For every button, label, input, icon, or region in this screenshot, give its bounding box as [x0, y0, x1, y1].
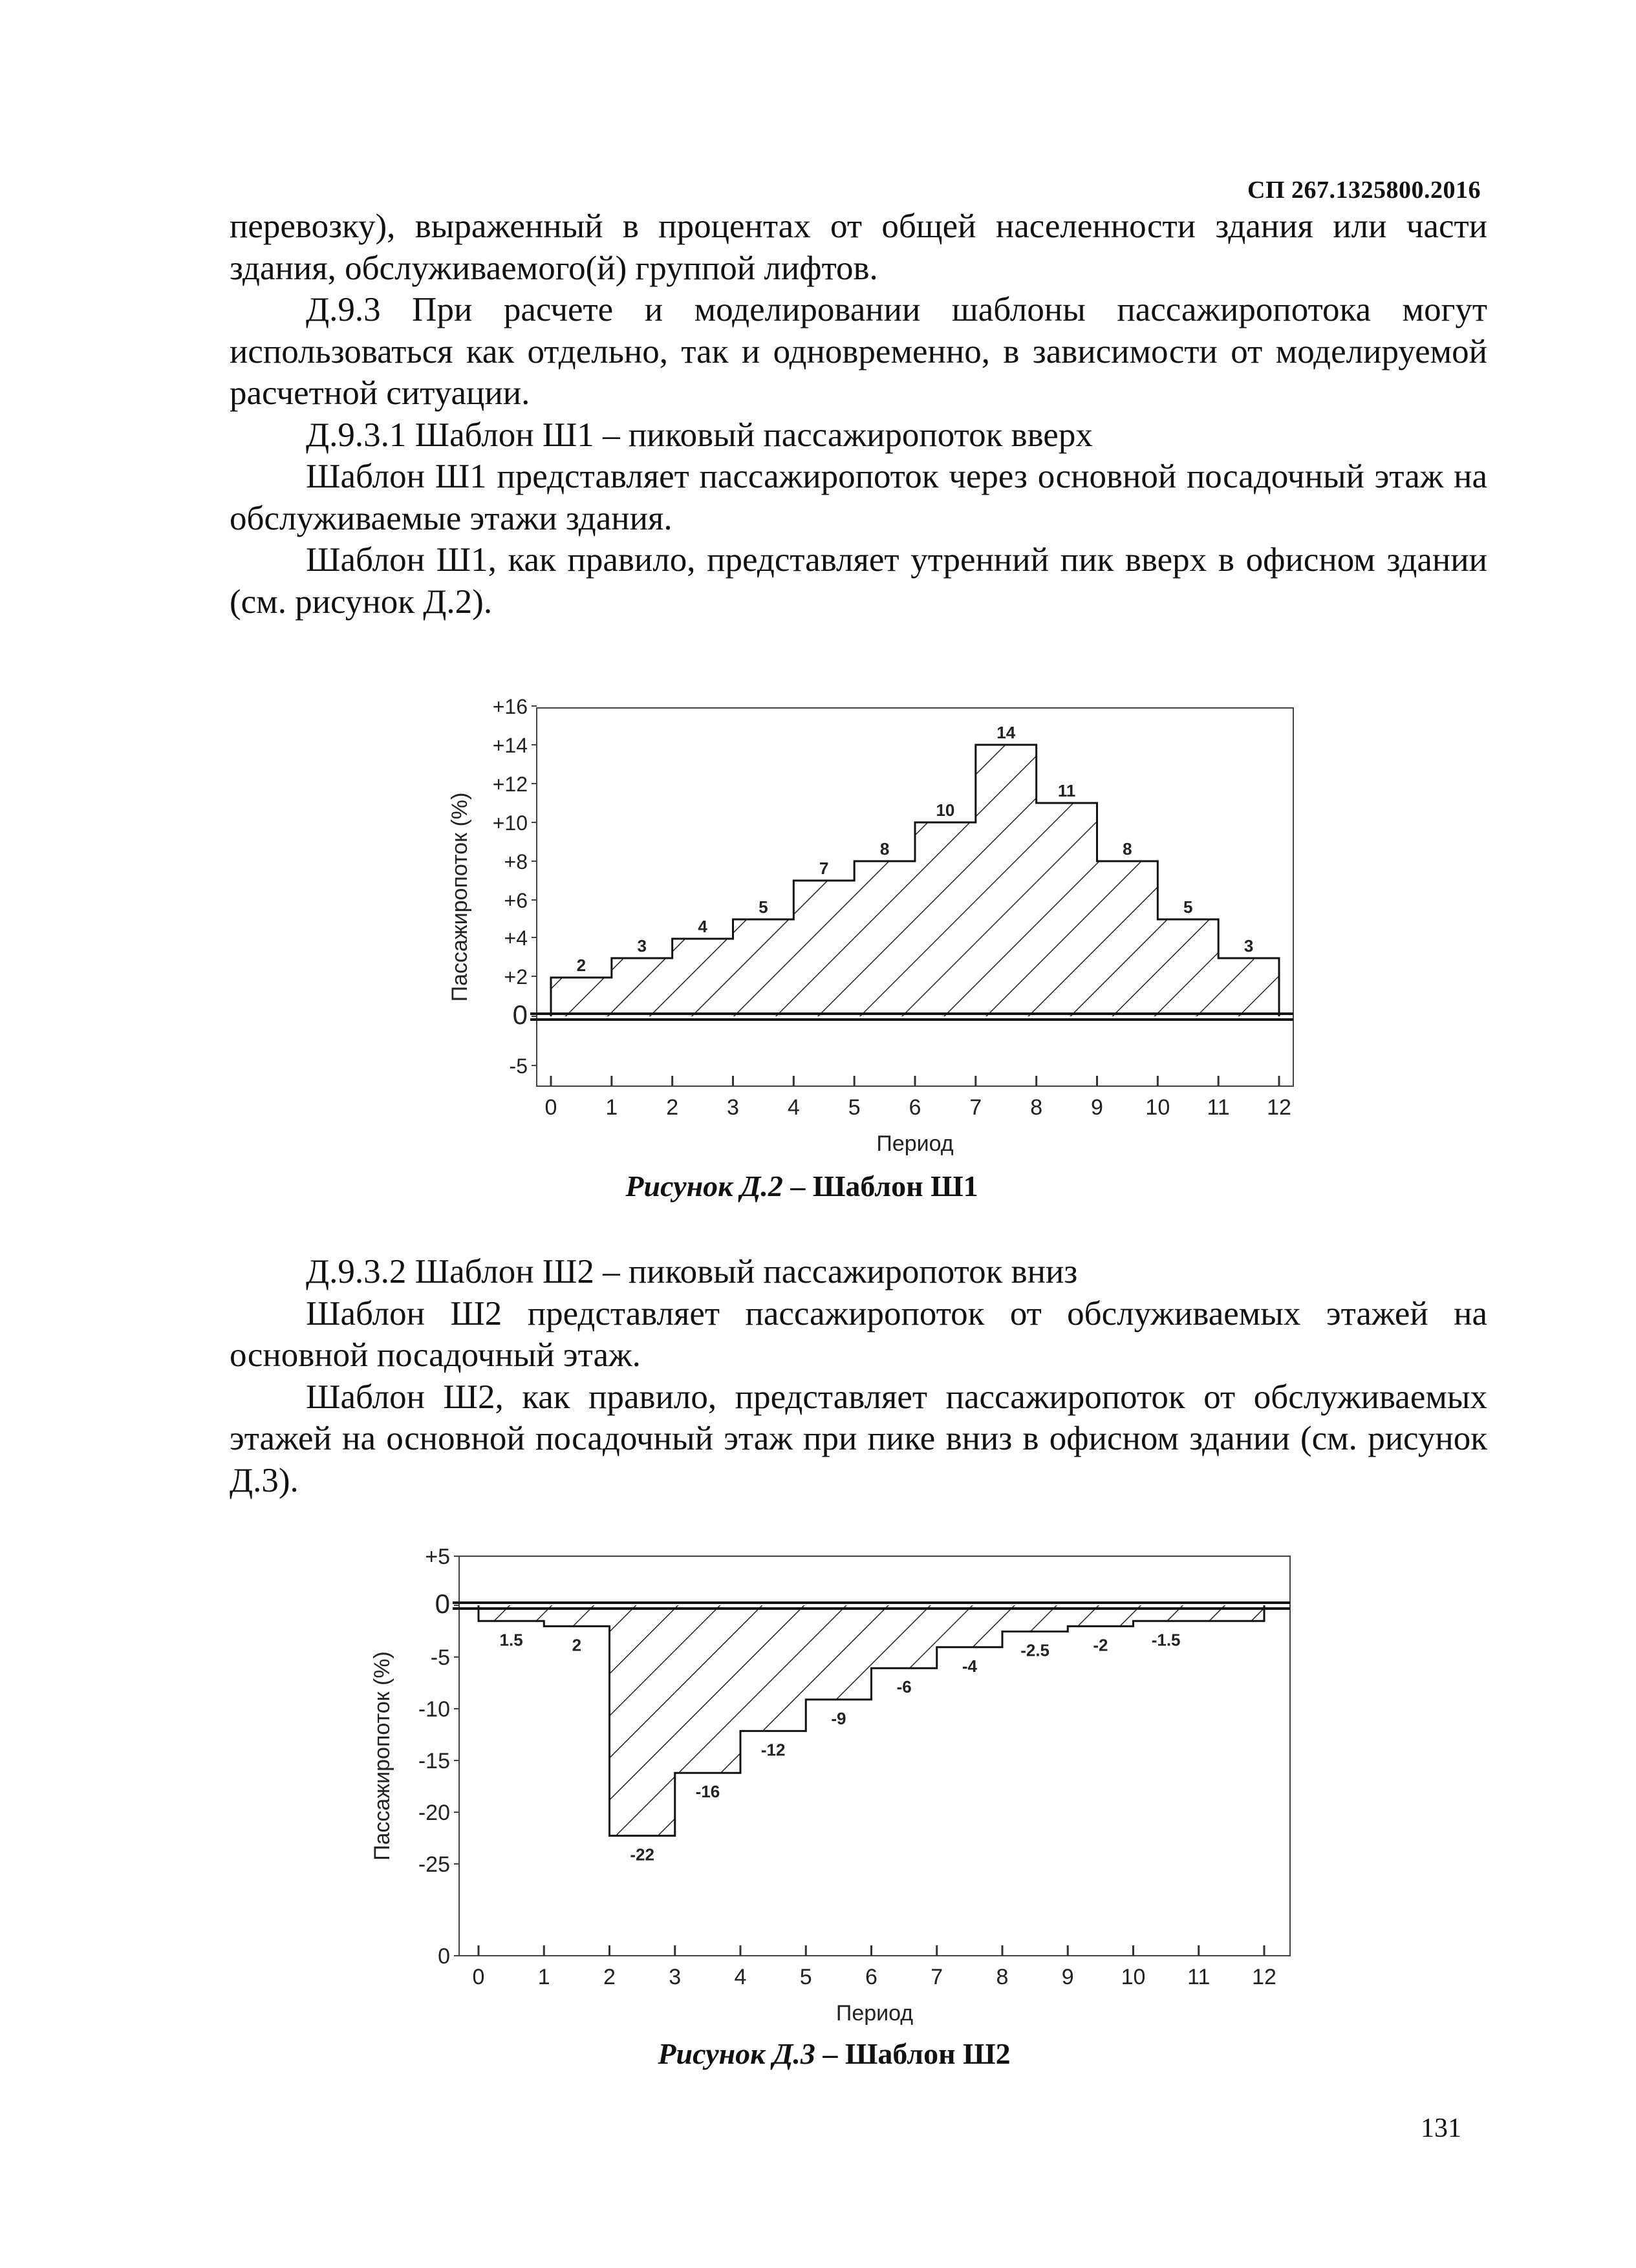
- y-tick-label: +8: [504, 850, 528, 873]
- data-label: 7: [819, 859, 829, 878]
- bar: [872, 1605, 937, 1668]
- bar: [610, 1605, 675, 1835]
- data-label: -16: [695, 1782, 720, 1802]
- bar: [673, 939, 733, 1016]
- y-tick-label: +10: [492, 811, 528, 835]
- x-tick-label: 11: [1207, 1095, 1230, 1120]
- x-tick-label: 8: [1030, 1095, 1043, 1120]
- bar: [612, 958, 673, 1016]
- y-tick-label: 0: [435, 1589, 450, 1619]
- y-axis-label: Пассажиропоток (%): [447, 792, 472, 1002]
- x-tick-label: 7: [931, 1965, 943, 1989]
- data-label: -6: [896, 1677, 912, 1697]
- bar: [854, 861, 915, 1016]
- x-tick-label: 12: [1252, 1965, 1276, 1989]
- bar: [551, 978, 612, 1016]
- x-tick-label: 10: [1145, 1095, 1170, 1120]
- figure-number: Рисунок Д.3: [658, 2037, 815, 2070]
- paragraph: Шаблон Ш2, как правило, представляет пассажиропоток от обслуживаемых этажей на основной посадочный этаж при пике вниз в офисном здании (см. рисунок Д.3).: [230, 1378, 1487, 1499]
- y-tick-label: 0: [438, 1944, 450, 1969]
- y-tick-label: +2: [504, 965, 528, 989]
- data-label: 5: [759, 897, 768, 917]
- y-tick-label: -5: [509, 1054, 528, 1078]
- x-axis-label: Период: [835, 2001, 914, 2026]
- bar: [937, 1605, 1002, 1647]
- y-tick-label: +14: [492, 734, 528, 757]
- bar: [1218, 958, 1279, 1016]
- page-number: 131: [1421, 2113, 1461, 2143]
- data-label: -2.5: [1020, 1640, 1050, 1660]
- x-tick-label: 9: [1091, 1095, 1103, 1120]
- data-label: -22: [630, 1845, 654, 1865]
- data-label: 10: [936, 800, 955, 820]
- y-tick-label: +12: [492, 773, 528, 796]
- x-tick-label: 4: [787, 1095, 800, 1120]
- data-label: 5: [1183, 897, 1193, 917]
- x-tick-label: 0: [544, 1095, 557, 1120]
- data-label: 3: [637, 936, 647, 956]
- data-label: -1.5: [1151, 1630, 1181, 1650]
- paragraph: Шаблон Ш2 представляет пассажиропоток от обслуживаемых этажей на основной посадочный этаж.: [230, 1294, 1487, 1374]
- y-tick-label: -15: [418, 1749, 450, 1773]
- x-tick-label: 5: [848, 1095, 861, 1120]
- x-tick-label: 9: [1061, 1965, 1074, 1989]
- paragraph: Шаблон Ш1 представляет пассажиропоток через основной посадочный этаж на обслуживаемые этажи здания.: [230, 458, 1487, 537]
- y-tick-label: +6: [504, 889, 528, 912]
- data-label: 2: [572, 1635, 582, 1655]
- y-tick-label: -20: [418, 1801, 450, 1825]
- data-label: 3: [1243, 936, 1254, 956]
- bar: [806, 1605, 871, 1700]
- bar: [733, 919, 794, 1016]
- chart-template-sh1: [440, 679, 1313, 1156]
- y-tick-label: +4: [504, 926, 528, 950]
- data-label: 1.5: [499, 1630, 523, 1650]
- data-label: 8: [1123, 839, 1132, 859]
- data-label: 11: [1057, 781, 1076, 800]
- bar: [675, 1605, 740, 1773]
- bar: [915, 822, 976, 1016]
- data-label: 14: [996, 723, 1016, 742]
- x-tick-label: 0: [472, 1965, 485, 1989]
- x-tick-label: 2: [666, 1095, 679, 1120]
- bar: [740, 1605, 806, 1731]
- figure-title: – Шаблон Ш2: [815, 2037, 1011, 2070]
- text-block-2: [230, 1251, 1487, 1501]
- bar: [1157, 919, 1218, 1016]
- bar: [793, 881, 854, 1016]
- data-label: 4: [698, 917, 707, 936]
- x-tick-label: 8: [996, 1965, 1009, 1989]
- x-tick-label: 6: [909, 1095, 921, 1120]
- y-tick-label: -25: [418, 1852, 450, 1877]
- y-tick-label: +5: [425, 1545, 450, 1569]
- x-tick-label: 7: [969, 1095, 982, 1120]
- figure-caption-2: [32, 2037, 1636, 2071]
- paragraph: Шаблон Ш1, как правило, представляет утренний пик вверх в офисном здании (см. рисунок Д.2).: [230, 541, 1487, 621]
- bar: [1037, 803, 1097, 1016]
- figure-title: – Шаблон Ш1: [782, 1170, 978, 1203]
- data-label: -9: [831, 1708, 846, 1728]
- document-code: СП 267.1325800.2016: [1247, 177, 1481, 204]
- x-tick-label: 1: [605, 1095, 618, 1120]
- y-axis-label: Пассажиропоток (%): [370, 1651, 394, 1861]
- section-heading: Д.9.3.2 Шаблон Ш2 – пиковый пассажиропоток вниз: [306, 1253, 1078, 1290]
- x-tick-label: 3: [727, 1095, 739, 1120]
- x-tick-label: 3: [669, 1965, 682, 1989]
- x-tick-label: 1: [537, 1965, 550, 1989]
- data-label: 8: [879, 839, 890, 859]
- figure-caption-1: [0, 1169, 1604, 1203]
- data-label: -4: [962, 1656, 977, 1676]
- x-axis-label: Период: [876, 1131, 954, 1156]
- chart-template-sh2: [362, 1542, 1300, 2033]
- y-tick-label: 0: [512, 1000, 528, 1030]
- data-label: -2: [1093, 1635, 1108, 1655]
- x-tick-label: 5: [799, 1965, 812, 1989]
- section-heading: Д.9.3.1 Шаблон Ш1 – пиковый пассажиропоток вверх: [306, 416, 1093, 454]
- x-tick-label: 10: [1121, 1965, 1146, 1989]
- data-label: 2: [576, 956, 587, 975]
- paragraph: перевозку), выраженный в процентах от общей населенности здания или части здания, обслуживаемого(й) группой лифтов.: [230, 208, 1487, 287]
- x-tick-label: 2: [603, 1965, 616, 1989]
- figure-number: Рисунок Д.2: [625, 1170, 783, 1203]
- y-tick-label: -5: [430, 1645, 450, 1670]
- data-label: -12: [760, 1740, 786, 1760]
- x-tick-label: 6: [865, 1965, 877, 1989]
- text-block-1: [230, 206, 1487, 623]
- bar: [976, 745, 1037, 1016]
- y-tick-label: +16: [492, 695, 528, 718]
- paragraph: Д.9.3 При расчете и моделировании шаблоны пассажиропотока могут использоваться как отдельно, так и одновременно, в зависимости от моделируемой расчетной ситуации.: [230, 291, 1487, 412]
- x-tick-label: 12: [1267, 1095, 1291, 1120]
- x-tick-label: 4: [734, 1965, 747, 1989]
- y-tick-label: -10: [418, 1697, 450, 1722]
- bar: [1097, 861, 1158, 1016]
- x-tick-label: 11: [1187, 1965, 1211, 1989]
